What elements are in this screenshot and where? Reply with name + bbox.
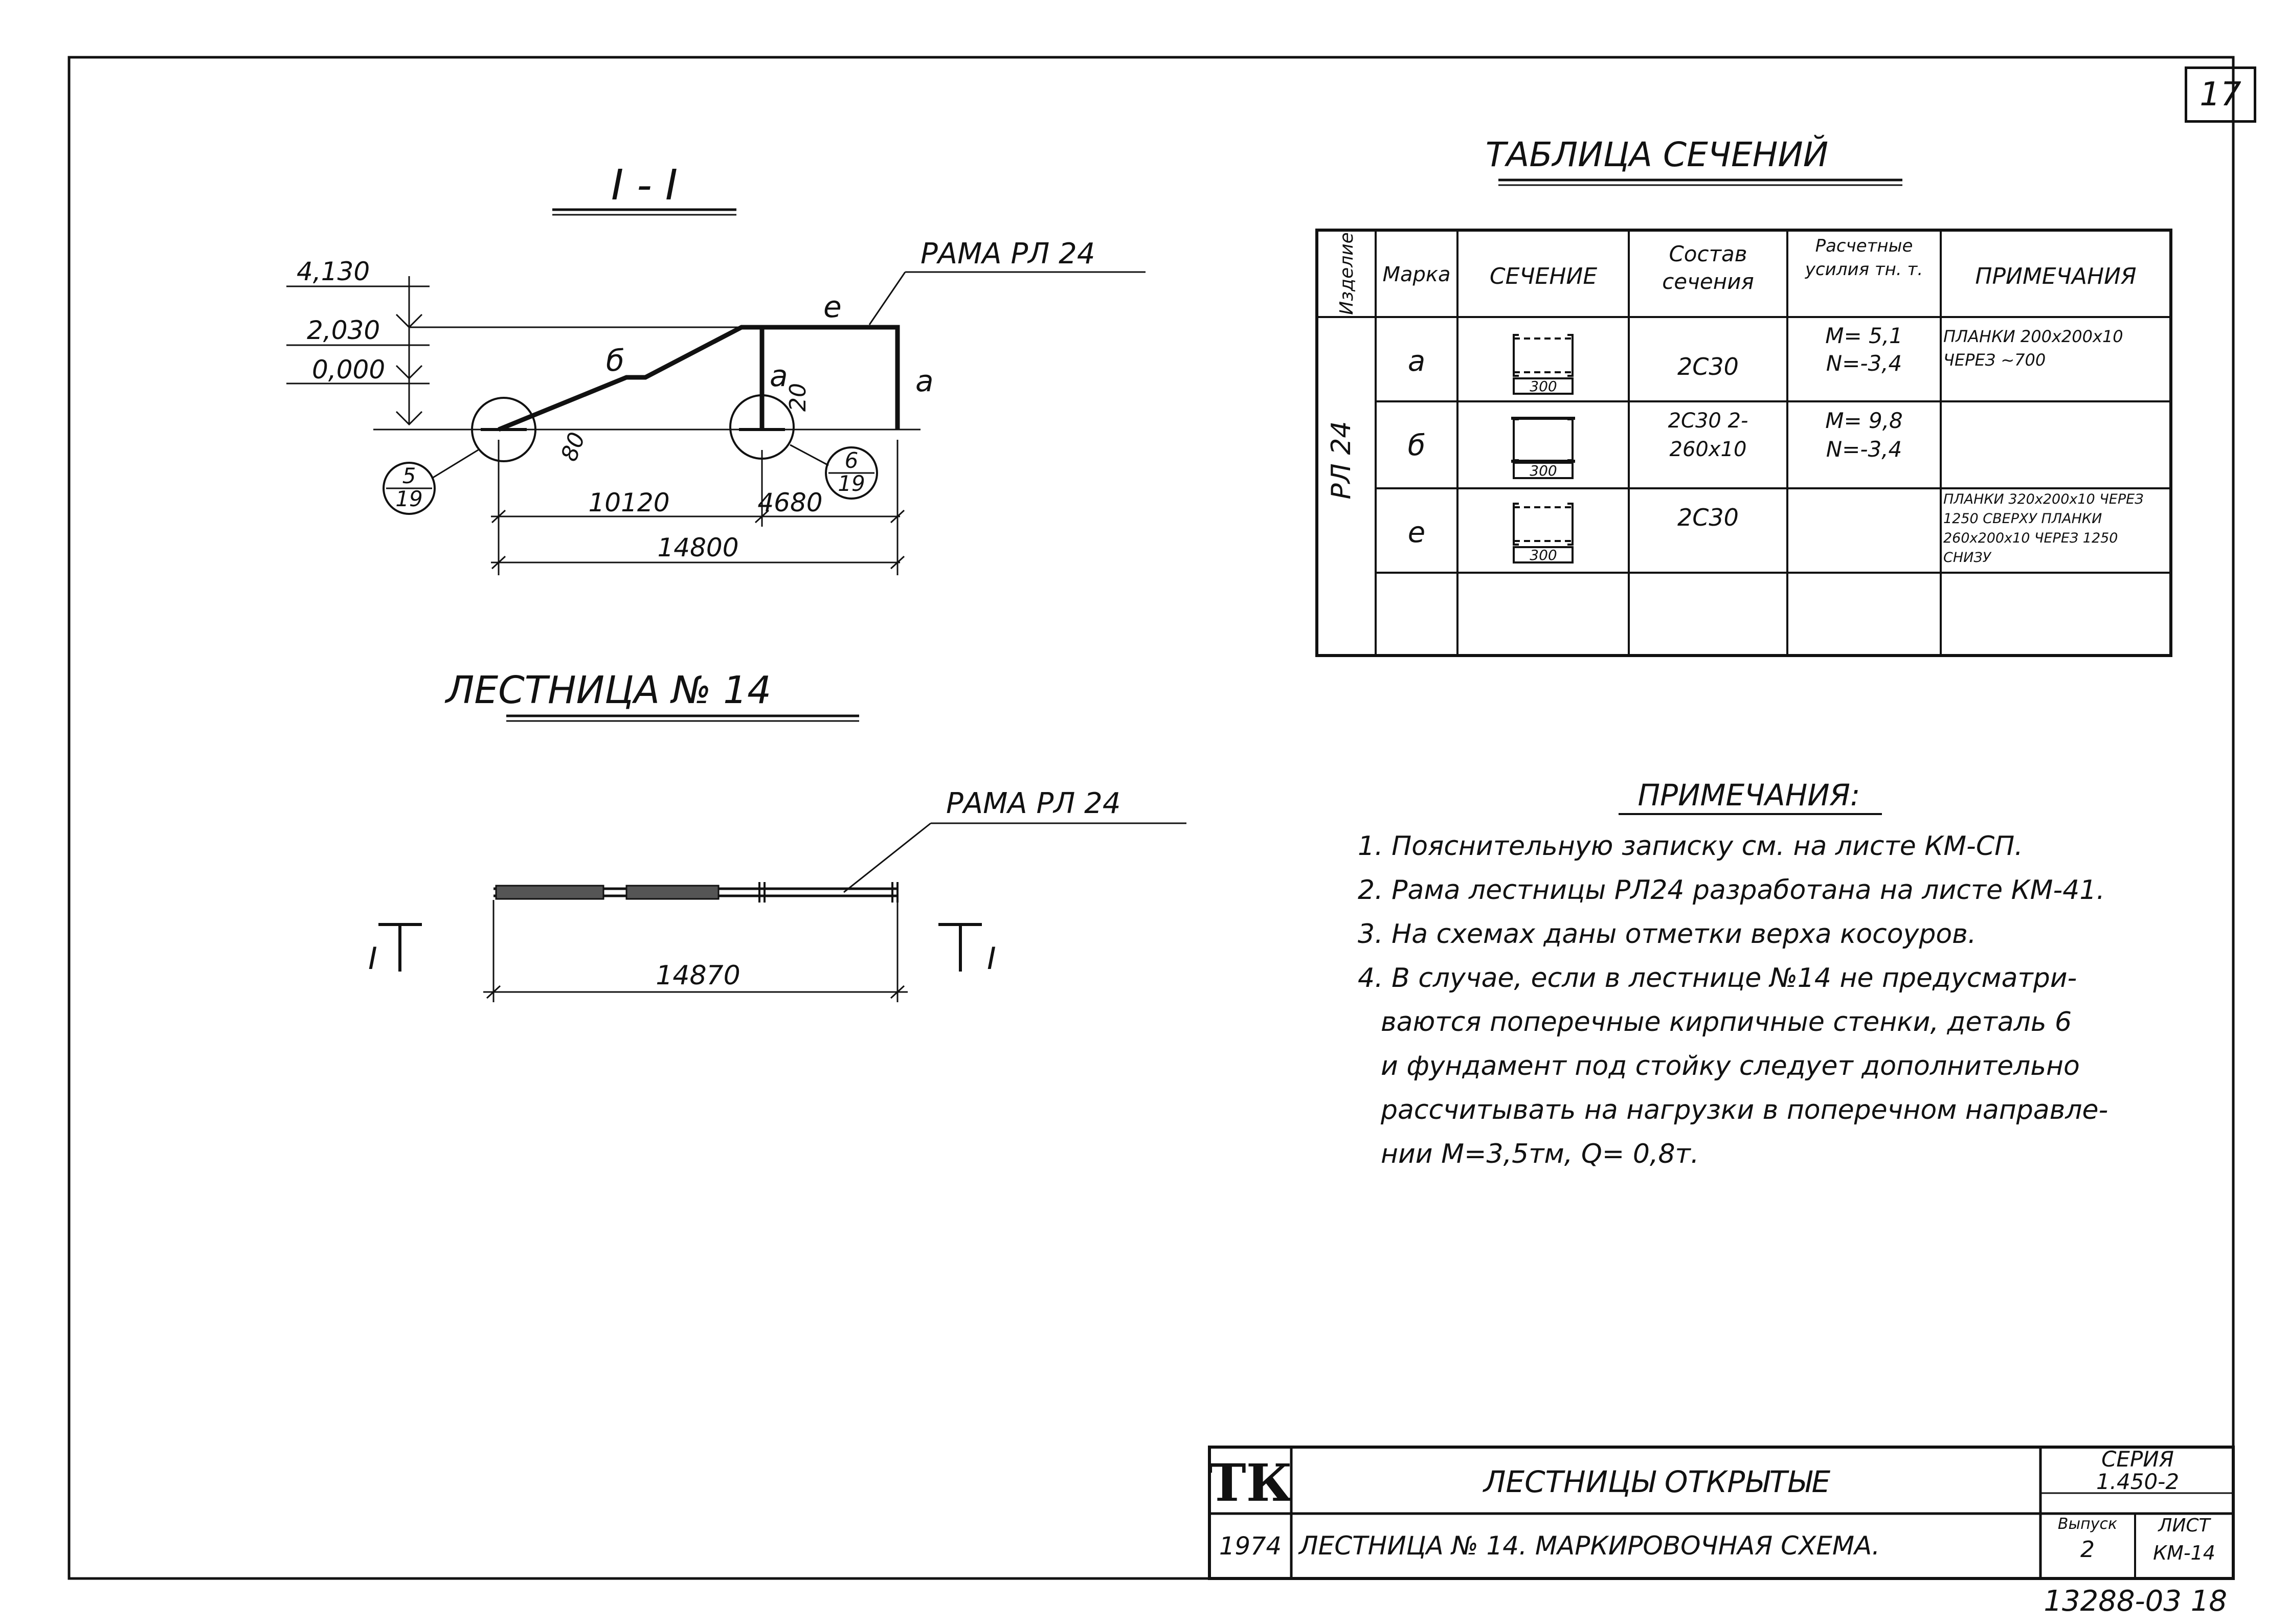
- elevation-4130: 4,130: [297, 257, 370, 286]
- title-year: 1974: [1219, 1532, 1282, 1561]
- th-notes: ПРИМЕЧАНИЯ: [1975, 263, 2137, 289]
- note-4-line-5: нии М=3,5тм, Q= 0,8т.: [1381, 1139, 1699, 1169]
- svg-text:6: 6: [844, 448, 859, 473]
- row-a-forces: М= 5,1 N=-3,4: [1825, 323, 1903, 376]
- title-name-1: ЛЕСТНИЦЫ ОТКРЫТЫЕ: [1483, 1464, 1831, 1499]
- frame-label-plan: РАМА РЛ 24: [946, 787, 1121, 820]
- note-4-line-4: рассчитывать на нагрузки в поперечном направле-: [1381, 1095, 2108, 1125]
- elevation-marks: [286, 276, 742, 424]
- elevation-0000: 0,000: [312, 355, 386, 385]
- elevation-2030: 2,030: [307, 315, 380, 345]
- row-b-mark: б: [1407, 429, 1426, 462]
- svg-text:19: 19: [838, 471, 865, 496]
- sheet-label: ЛИСТ: [2158, 1515, 2210, 1536]
- sheet-value: КМ-14: [2153, 1542, 2215, 1564]
- section-dim-a: 300: [1530, 378, 1557, 395]
- product-cell: РЛ 24: [1326, 421, 1357, 500]
- plan-dim-14870: 14870: [656, 960, 740, 991]
- note-1: 1. Пояснительную записку см. на листе КМ-СП.: [1358, 831, 2023, 862]
- svg-text:5: 5: [402, 463, 416, 488]
- series-value: 1.450-2: [2096, 1469, 2180, 1494]
- callout-5-19: [384, 450, 478, 514]
- row-a-note: ПЛАНКИ 200х200х10 ЧЕРЕЗ ~700: [1943, 327, 2123, 370]
- th-product: Изделие: [1336, 232, 1357, 315]
- dim-4680: 4680: [757, 488, 823, 517]
- frame-label-top: РАМА РЛ 24: [921, 237, 1095, 270]
- stair-title: ЛЕСТНИЦА № 14: [445, 668, 772, 712]
- member-a-label-left: а: [770, 358, 788, 393]
- table-title: ТАБЛИЦА СЕЧЕНИЙ: [1485, 135, 1829, 174]
- th-section: СЕЧЕНИЕ: [1489, 263, 1598, 289]
- row-e-mark: е: [1407, 516, 1426, 549]
- cut-mark-left: I: [368, 941, 377, 977]
- note-4-line-3: и фундамент под стойку следует дополнительно: [1381, 1051, 2080, 1081]
- issue-value: 2: [2080, 1537, 2095, 1563]
- dim-20: 20: [785, 383, 811, 412]
- tk-logo: ТК: [1208, 1453, 1293, 1513]
- dim-10120: 10120: [588, 488, 670, 517]
- note-4-line-2: ваются поперечные кирпичные стенки, деталь 6: [1381, 1007, 2072, 1037]
- note-2: 2. Рама лестницы РЛ24 разработана на листе КМ-41.: [1358, 875, 2105, 906]
- th-mark: Марка: [1382, 263, 1451, 286]
- member-b-label: б: [606, 343, 624, 378]
- notes-title: ПРИМЕЧАНИЯ:: [1637, 778, 1860, 813]
- row-e-note: ПЛАНКИ 320х200х10 ЧЕРЕЗ 1250 СВЕРХУ ПЛАНКИ 260х200х10 ЧЕРЕЗ 1250 СНИЗУ: [1943, 491, 2144, 566]
- row-a-mark: а: [1407, 345, 1426, 378]
- row-b-forces: М= 9,8 N=-3,4: [1825, 408, 1903, 462]
- section-dim-b: 300: [1530, 462, 1557, 479]
- note-4-line-1: 4. В случае, если в лестнице №14 не предусматри-: [1358, 963, 2077, 994]
- row-e-composition: 2С30: [1677, 504, 1739, 531]
- issue-label: Выпуск: [2057, 1515, 2118, 1533]
- svg-text:19: 19: [395, 486, 423, 511]
- dim-14800: 14800: [657, 533, 739, 562]
- member-a-label-right: а: [915, 364, 934, 398]
- title-name-2: ЛЕСТНИЦА № 14. МАРКИРОВОЧНАЯ СХЕМА.: [1299, 1531, 1880, 1561]
- sheet-number: 17: [2185, 66, 2256, 123]
- member-e-label: е: [823, 289, 842, 324]
- row-a-composition: 2С30: [1677, 353, 1739, 380]
- th-forces: Расчетные усилия тн. т.: [1805, 236, 1923, 280]
- series-label: СЕРИЯ: [2101, 1447, 2174, 1472]
- footer-code: 13288-03 18: [2044, 1585, 2227, 1618]
- note-3: 3. На схемах даны отметки верха косоуров.: [1358, 919, 1977, 950]
- section-dim-e: 300: [1530, 547, 1557, 563]
- dim-80: 80: [556, 428, 591, 465]
- th-composition: Состав сечения: [1662, 241, 1754, 294]
- cut-mark-right: I: [987, 941, 996, 977]
- row-b-composition: 2С30 2-260х10: [1668, 409, 1748, 461]
- section-title: I - I: [611, 161, 678, 210]
- frame-scheme: [373, 327, 921, 430]
